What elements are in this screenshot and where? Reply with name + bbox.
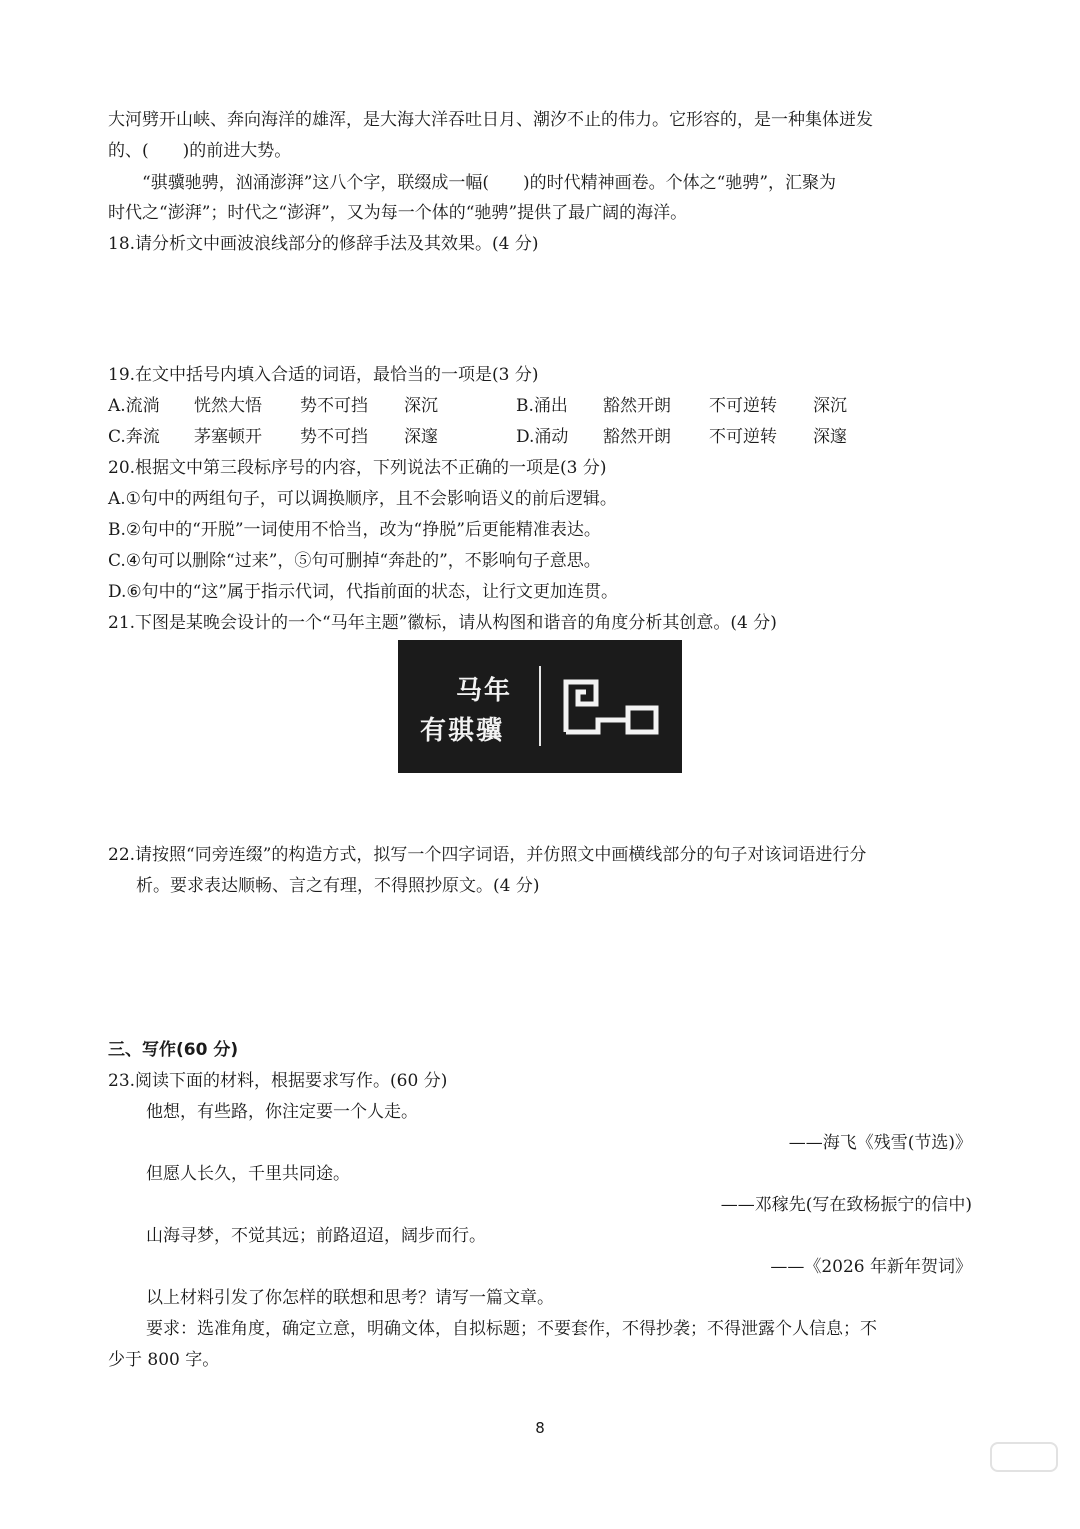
option-word: 豁然开朗 — [603, 396, 671, 416]
requirements-line-2: 少于 800 字。 — [108, 1350, 220, 1370]
watermark-logo — [990, 1442, 1058, 1472]
option-20-d: D.⑥句中的“这”属于指示代词，代指前面的状态，让行文更加连贯。 — [108, 582, 619, 602]
option-word: 深邃 — [813, 427, 847, 447]
horse-year-logo — [398, 640, 682, 773]
question-23-stem: 23.阅读下面的材料，根据要求写作。(60 分) — [108, 1071, 448, 1091]
question-19-stem: 19.在文中括号内填入合适的词语，最恰当的一项是(3 分) — [108, 365, 539, 385]
option-word: B.涌出 — [516, 396, 568, 416]
option-20-a: A.①句中的两组句子，可以调换顺序，且不会影响语义的前后逻辑。 — [108, 489, 617, 509]
option-word: 势不可挡 — [300, 427, 368, 447]
material-2: 但愿人长久，千里共同途。 — [146, 1164, 350, 1184]
passage-line-1: 大河劈开山峡、奔向海洋的雄浑，是大海大洋吞吐日月、潮汐不止的伟力。它形容的，是一种集体迸发 — [108, 110, 873, 130]
question-20-stem: 20.根据文中第三段标序号的内容，下列说法不正确的一项是(3 分) — [108, 458, 607, 478]
requirements-line-1: 要求：选准角度，确定立意，明确文体，自拟标题；不要套作，不得抄袭；不得泄露个人信息；不 — [146, 1319, 877, 1339]
question-18: 18.请分析文中画波浪线部分的修辞手法及其效果。(4 分) — [108, 234, 539, 254]
option-20-b: B.②句中的“开脱”一词使用不恰当，改为“挣脱”后更能精准表达。 — [108, 520, 601, 540]
question-21: 21.下图是某晚会设计的一个“马年主题”徽标，请从构图和谐音的角度分析其创意。(4 分) — [108, 613, 777, 633]
option-20-c: C.④句可以删除“过来”，⑤句可删掉“奔赴的”，不影响句子意思。 — [108, 551, 601, 571]
option-word: 深沉 — [813, 396, 847, 416]
material-3: 山海寻梦，不觉其远；前路迢迢，阔步而行。 — [146, 1226, 486, 1246]
source-1: ——海飞《残雪(节选)》 — [788, 1133, 972, 1153]
question-22-line-2: 析。要求表达顺畅、言之有理，不得照抄原文。(4 分) — [136, 876, 540, 896]
prompt-line: 以上材料引发了你怎样的联想和思考？请写一篇文章。 — [146, 1288, 554, 1308]
option-word: 恍然大悟 — [194, 396, 262, 416]
option-word: 不可逆转 — [709, 427, 777, 447]
logo-text-line-2: 有骐骥 — [420, 716, 505, 746]
logo-text-line-1: 马年 — [456, 676, 513, 706]
option-word: 势不可挡 — [300, 396, 368, 416]
option-word: A.流淌 — [108, 396, 160, 416]
option-word: C.奔流 — [108, 427, 160, 447]
option-word: 深沉 — [404, 396, 438, 416]
logo-divider — [539, 666, 541, 746]
option-word: 豁然开朗 — [603, 427, 671, 447]
passage-line-4: 时代之“澎湃”；时代之“澎湃”，又为每一个体的“驰骋”提供了最广阔的海洋。 — [108, 203, 688, 223]
question-22-line-1: 22.请按照“同旁连缀”的构造方式，拟写一个四字词语，并仿照文中画横线部分的句子对该词语进行分 — [108, 845, 867, 865]
source-2: ——邓稼先(写在致杨振宁的信中) — [720, 1195, 972, 1215]
option-word: 深邃 — [404, 427, 438, 447]
page-number: 8 — [535, 1419, 545, 1437]
option-word: 茅塞顿开 — [194, 427, 262, 447]
option-word: D.涌动 — [516, 427, 569, 447]
fret-pattern-icon — [558, 678, 662, 744]
passage-line-2: 的、( )的前进大势。 — [108, 141, 292, 161]
material-1: 他想，有些路，你注定要一个人走。 — [146, 1102, 418, 1122]
passage-line-3: “骐骥驰骋，汹涌澎湃”这八个字，联缀成一幅( )的时代精神画卷。个体之“驰骋”，汇聚为 — [142, 173, 837, 193]
section-title-writing: 三、写作(60 分) — [108, 1040, 239, 1060]
option-word: 不可逆转 — [709, 396, 777, 416]
source-3: ——《2026 年新年贺词》 — [770, 1257, 972, 1277]
